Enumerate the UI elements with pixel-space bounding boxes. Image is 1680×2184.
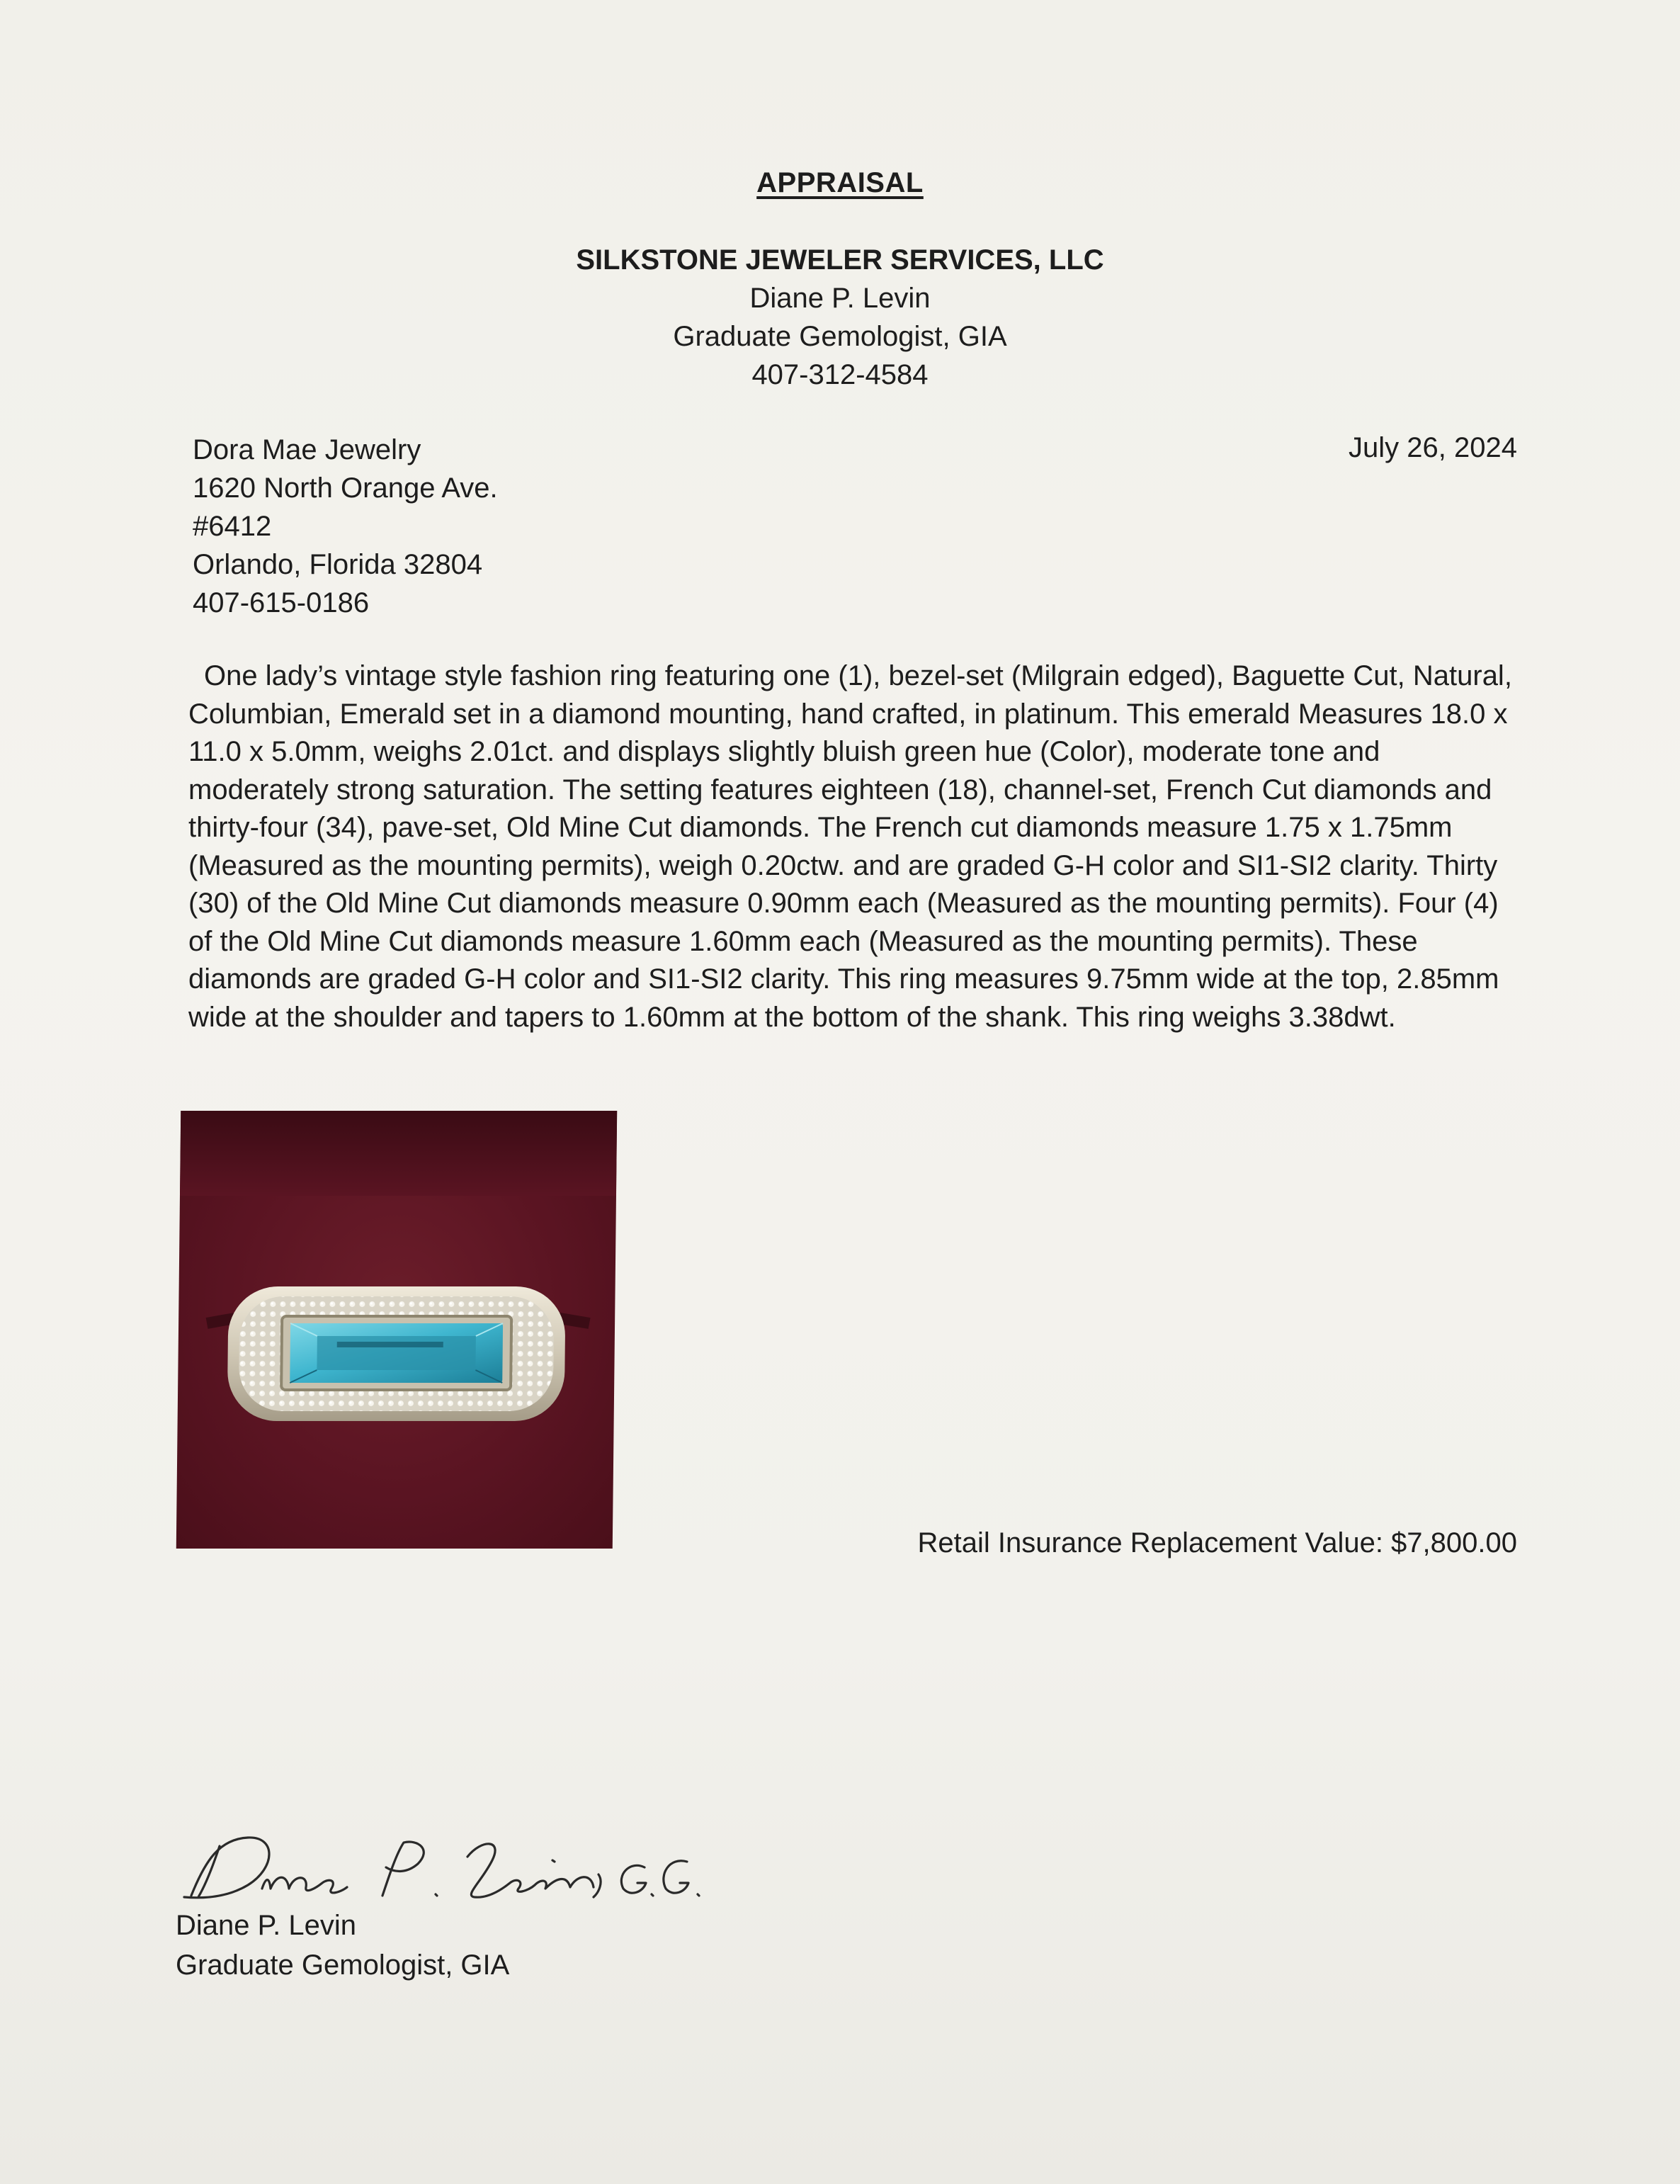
item-description: One lady’s vintage style fashion ring featuring one (1), bezel-set (Milgrain edged), Baguette Cut, Natural, Columbian, Emerald set in a diamond mounting, hand crafted, in platinum. This emerald Measures 18.0 x 11.0 x 5.0mm, weighs 2.01ct. and displays slightly bluish green hue (Color), moderate tone and moderately strong saturation. The setting features eighteen (18), channel-set, French Cut diamonds and thirty-four (34), pave-set, Old Mine Cut diamonds. The French cut diamonds measure 1.75 x 1.75mm (Measured as the mounting permits), weigh 0.20ctw. and are graded G-H color and SI1-SI2 clarity. Thirty (30) of the Old Mine Cut diamonds measure 0.90mm each (Measured as the mounting permits). Four (4) of the Old Mine Cut diamonds measure 1.60mm each (Measured as the mounting permits). These diamonds are graded G-H color and SI1-SI2 clarity. This ring measures 9.75mm wide at the top, 2.85mm wide at the shoulder and tapers to 1.60mm at the bottom of the shank. This ring weighs 3.38dwt. <box>188 660 1512 1033</box>
appraiser-credential: Graduate Gemologist, GIA <box>673 321 1007 352</box>
appraiser-header <box>0 241 1680 394</box>
client-phone: 407-615-0186 <box>193 587 370 618</box>
emerald-table <box>317 1336 476 1370</box>
appraisal-date: July 26, 2024 <box>1349 432 1517 463</box>
client-street: 1620 North Orange Ave. <box>193 473 498 504</box>
client-name: Dora Mae Jewelry <box>193 434 421 465</box>
signer-name: Diane P. Levin <box>176 1910 356 1941</box>
ring-photo <box>176 1111 617 1549</box>
appraiser-phone: 407-312-4584 <box>751 359 929 390</box>
ring-illustration <box>176 1111 617 1549</box>
client-address <box>193 431 498 622</box>
client-suite: #6412 <box>193 511 272 542</box>
signer-credential: Graduate Gemologist, GIA <box>176 1950 510 1981</box>
client-city: Orlando, Florida 32804 <box>193 549 483 580</box>
document-title: APPRAISAL <box>756 167 924 198</box>
handwritten-signature <box>170 1818 708 1917</box>
appraiser-name: Diane P. Levin <box>749 283 931 314</box>
signature-block <box>176 1906 509 1985</box>
signature-drawing <box>170 1818 708 1917</box>
replacement-value: Retail Insurance Replacement Value: $7,800.00 <box>917 1527 1517 1558</box>
company-name: SILKSTONE JEWELER SERVICES, LLC <box>576 244 1104 276</box>
